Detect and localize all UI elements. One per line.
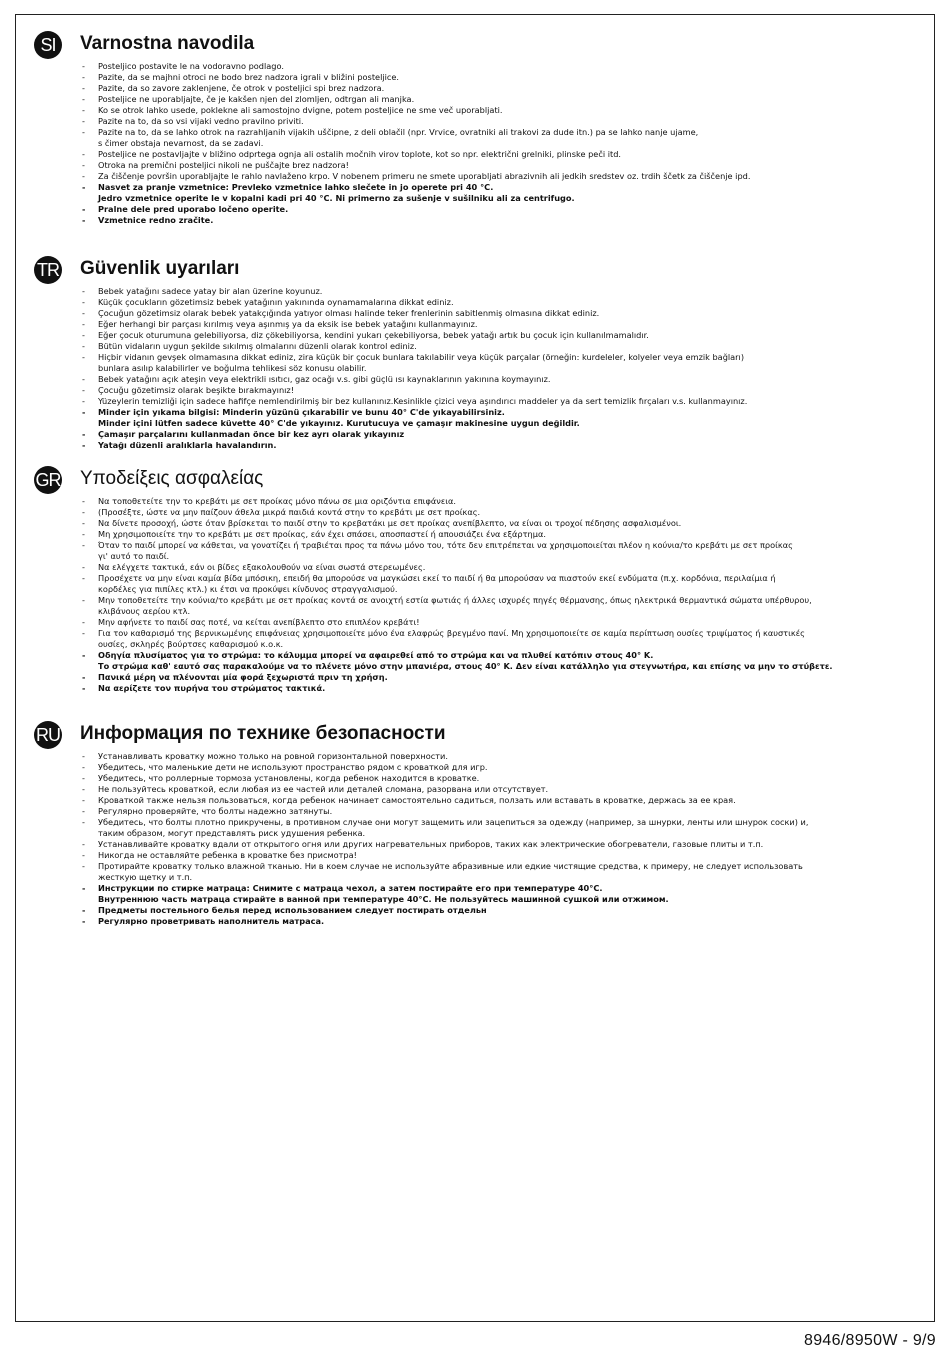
instruction-item: - Eğer çocuk oturumuna gelebiliyorsa, diz çökebiliyorsa, kendini yukarı çekebiliyorsa, bebek yatağı artık bu çocuk için kullanılmamalıdır. (34, 330, 914, 341)
instruction-item: - Pazite, da se majhni otroci ne bodo brez nadzora igrali v bližini posteljice. (34, 72, 914, 83)
instruction-item: - Çamaşır parçalarını kullanmadan önce bir kez ayrı olarak yıkayınız (34, 429, 914, 440)
instruction-item: - Πανικά μέρη να πλένονται μία φορά ξεχωριστά πριν τη χρήση. (34, 672, 914, 683)
section-header (34, 466, 914, 494)
instruction-item: - Yatağı düzenli aralıklarla havalandırın. (34, 440, 914, 451)
instruction-item: - Yüzeylerin temizliği için sadece hafifçe nemlendirilmiş bir bez kullanınız.Kesinlikle çizici veya aşındırıcı maddeler ya da sert temizlik fırçaları v.s. kullanmayınız. (34, 396, 914, 407)
instruction-item: - Posteljice ne postavljajte v bližino odprtega ognja ali ostalih močnih virov toplote, kot so npr. električni grelniki, plinske peči itd. (34, 149, 914, 160)
instruction-item: - Предметы постельного белья перед использованием следует постирать отдельн (34, 905, 914, 916)
instruction-item: - Posteljico postavite le na vodoravno podlago. (34, 61, 914, 72)
language-badge-tr: TR (34, 256, 62, 284)
instruction-item: - Za čiščenje površin uporabljajte le rahlo navlaženo krpo. V nobenem primeru ne smete uporabljati abrazivnih ali jedkih sredstev oz. trdih ščetk za čiščenje ipd. (34, 171, 914, 182)
instruction-item: - Инструкции по стирке матраца: Снимите с матраца чехол, а затем постирайте его при температуре 40°С. Внутреннюю часть матраца стирайте в ванной при температуре 40°С. Не пользуйтесь машинной сушкой или отжимом. (34, 883, 914, 905)
language-badge-ru: RU (34, 721, 62, 749)
instruction-item: - Регулярно проверяйте, что болты надежно затянуты. (34, 806, 914, 817)
instruction-item: - Να δίνετε προσοχή, ώστε όταν βρίσκεται το παιδί στην το κρεβατάκι με σετ προίκας ανεπίβλεπτο, να είναι οι τροχοί πέδησης ασφαλισμένοι. (34, 518, 914, 529)
instruction-item: - Οδηγία πλυσίματος για το στρώμα: το κάλυμμα μπορεί να αφαιρεθεί από το στρώμα και να πλυθεί κατόπιν στους 40° K. Το στρώμα καθ' εαυτό σας παρακαλούμε να το πλένετε μόνο στην μπανιέρα, στους 40° K. Δεν είναι κατάλληλο για στεγνωτήρα, και επίσης να μην το στύβετε. (34, 650, 914, 672)
instruction-item: - Pazite na to, da so vsi vijaki vedno pravilno priviti. (34, 116, 914, 127)
instruction-item: - Eğer herhangi bir parçası kırılmış veya aşınmış ya da eksik ise bebek yatağını kullanmayınız. (34, 319, 914, 330)
instruction-item: - Otroka na premični posteljici nikoli ne puščajte brez nadzora! (34, 160, 914, 171)
instruction-item: - Убедитесь, что болты плотно прикручены, в противном случае они могут защемить или зацепиться за одежду (например, за шнурки, ленты или шнурок соски) и, таким образом, могут представлять риск удушения ребенка. (34, 817, 914, 839)
section-title: Υποδείξεις ασφαλείας (80, 468, 264, 489)
language-badge-si: SI (34, 31, 62, 59)
page-number: 8946/8950W - 9/9 (804, 1332, 936, 1349)
instruction-item: - Vzmetnice redno zračite. (34, 215, 914, 226)
instruction-list (34, 61, 914, 226)
language-badge-gr: GR (34, 466, 62, 494)
instruction-item: - Pazite na to, da se lahko otrok na razrahljanih vijakih uščipne, z deli oblačil (npr. Vrvice, ovratniki ali trakovi za dude itn.) pa se lahko nanje ujame, s čimer obstaja nevarnost, da se zadavi. (34, 127, 914, 149)
section-header (34, 721, 914, 749)
safety-section-si (34, 31, 914, 226)
instruction-item: - Pralne dele pred uporabo ločeno operite. (34, 204, 914, 215)
instruction-item: - Nasvet za pranje vzmetnice: Prevleko vzmetnice lahko slečete in jo operete pri 40 °C. Jedro vzmetnice operite le v kopalni kadi pri 40 °C. Ni primerno za sušenje v sušilniku ali za centrifugo. (34, 182, 914, 204)
instruction-item: - Bütün vidaların uygun şekilde sıkılmış olmalarını düzenli olarak kontrol ediniz. (34, 341, 914, 352)
instruction-item: - Убедитесь, что маленькие дети не используют пространство рядом с кроваткой для игр. (34, 762, 914, 773)
instruction-item: - Çocuğu gözetimsiz olarak beşikte bırakmayınız! (34, 385, 914, 396)
instruction-item: - Не пользуйтесь кроваткой, если любая из ее частей или деталей сломана, разорвана или отсутствует. (34, 784, 914, 795)
instruction-item: - Pazite, da so zavore zaklenjene, če otrok v posteljici spi brez nadzora. (34, 83, 914, 94)
instruction-item: - Bebek yatağını açık ateşin veya elektrikli ısıtıcı, gaz ocağı v.s. gibi güçlü ısı kaynaklarının yakınına koymayınız. (34, 374, 914, 385)
instruction-item: - Убедитесь, что роллерные тормоза установлены, когда ребенок находится в кроватке. (34, 773, 914, 784)
instruction-item: - Να αερίζετε τον πυρήνα του στρώματος τακτικά. (34, 683, 914, 694)
instruction-item: - Για τον καθαρισμό της βερνικωμένης επιφάνειας χρησιμοποιείτε μόνο ένα ελαφρώς βρεγμένο πανί. Μη χρησιμοποιείτε σε καμία περίπτωση ουσίες τριψίματος ή καυστικές ουσίες, σκληρές βούρτσες καθαρισμού κ.ο.κ. (34, 628, 914, 650)
instruction-item: - Προσέχετε να μην είναι καμία βίδα μπόσικη, επειδή θα μπορούσε να μαγκώσει εκεί το παιδί ή θα μπορούσαν να πιαστούν εκεί ενδύματα (π.χ. κορδόνια, περιλαίμια ή κορδέλες για πιπίλες κτλ.) κι έτσι να προκύψει κίνδυνος στραγγαλισμού. (34, 573, 914, 595)
instruction-item: - Μην τοποθετείτε την κούνια/το κρεβάτι με σετ προίκας κοντά σε ανοιχτή εστία φωτιάς ή άλλες ισχυρές πηγές θέρμανσης, όπως ηλεκτρικά θερμαντικά σώματα υπέρθυρου, κλιβάνους αερίου κτλ. (34, 595, 914, 617)
section-title: Güvenlik uyarıları (80, 258, 240, 279)
section-header (34, 256, 914, 284)
instruction-list (34, 496, 914, 694)
instruction-item: - Μην αφήνετε το παιδί σας ποτέ, να κείται ανεπίβλεπτο στο επιπλέον κρεβάτι! (34, 617, 914, 628)
instruction-item: - Протирайте кроватку только влажной тканью. Ни в коем случае не используйте абразивные или едкие чистящие средства, к примеру, не следует использовать жесткую щетку и т.п. (34, 861, 914, 883)
instruction-item: - Регулярно проветривать наполнитель матраса. (34, 916, 914, 927)
instruction-item: - Hiçbir vidanın gevşek olmamasına dikkat ediniz, zira küçük bir çocuk bunlara takılabilir veya küçük parçalar (örneğin: kurdeleler, kolyeler veya emzik bağları) bunlara asılıp kalabilirler ve boğulma tehlikesi söz konusu olabilir. (34, 352, 914, 374)
instruction-item: - Minder için yıkama bilgisi: Minderin yüzünü çıkarabilir ve bunu 40° C'de yıkayabilirsiniz. Minder içini lütfen sadece küvette 40° C'de yıkayınız. Kurutucuya ve çamaşır makinesine uygun değildir. (34, 407, 914, 429)
section-title: Информация по технике безопасности (80, 723, 446, 744)
instruction-item: - Να τοποθετείτε την το κρεβάτι με σετ προίκας μόνο πάνω σε μια οριζόντια επιφάνεια. (34, 496, 914, 507)
instruction-item: - Posteljice ne uporabljajte, če je kakšen njen del zlomljen, odtrgan ali manjka. (34, 94, 914, 105)
section-header (34, 31, 914, 59)
instruction-item: - Küçük çocukların gözetimsiz bebek yatağının yakınında oynamamalarına dikkat ediniz. (34, 297, 914, 308)
instruction-item: - Устанавливать кроватку можно только на ровной горизонтальной поверхности. (34, 751, 914, 762)
instruction-item: - Никогда не оставляйте ребенка в кроватке без присмотра! (34, 850, 914, 861)
instruction-item: - Устанавливайте кроватку вдали от открытого огня или других нагревательных приборов, таких как электрические обогреватели, газовые плиты и т.п. (34, 839, 914, 850)
instruction-item: - Ko se otrok lahko usede, poklekne ali samostojno dvigne, potem posteljice ne sme več uporabljati. (34, 105, 914, 116)
safety-section-ru (34, 721, 914, 927)
safety-section-tr (34, 256, 914, 451)
instruction-item: - (Προσέξτε, ώστε να μην παίζουν άθελα μικρά παιδιά κοντά στην το κρεβάτι με σετ προίκας. (34, 507, 914, 518)
instruction-item: - Bebek yatağını sadece yatay bir alan üzerine koyunuz. (34, 286, 914, 297)
instruction-item: - Çocuğun gözetimsiz olarak bebek yatakçığında yatıyor olması halinde teker frenlerinin sabitlenmiş olmasına dikkat ediniz. (34, 308, 914, 319)
instruction-item: - Όταν το παιδί μπορεί να κάθεται, να γονατίζει ή τραβιέται προς τα πάνω μόνο του, τότε δεν επιτρέπεται να χρησιμοποιείται πλέον η κούνια/το κρεβάτι με σετ προίκας γι' αυτό το παιδί. (34, 540, 914, 562)
safety-section-gr (34, 466, 914, 694)
instruction-item: - Кроваткой также нельзя пользоваться, когда ребенок начинает самостоятельно садиться, ползать или вставать в кроватке, держась за ее края. (34, 795, 914, 806)
section-title: Varnostna navodila (80, 33, 255, 54)
instruction-list (34, 751, 914, 927)
instruction-item: - Μη χρησιμοποιείτε την το κρεβάτι με σετ προίκας, εάν έχει σπάσει, αποσπαστεί ή απουσιάζει ένα εξάρτημα. (34, 529, 914, 540)
instruction-list (34, 286, 914, 451)
instruction-item: - Να ελέγχετε τακτικά, εάν οι βίδες εξακολουθούν να είναι σωστά στερεωμένες. (34, 562, 914, 573)
